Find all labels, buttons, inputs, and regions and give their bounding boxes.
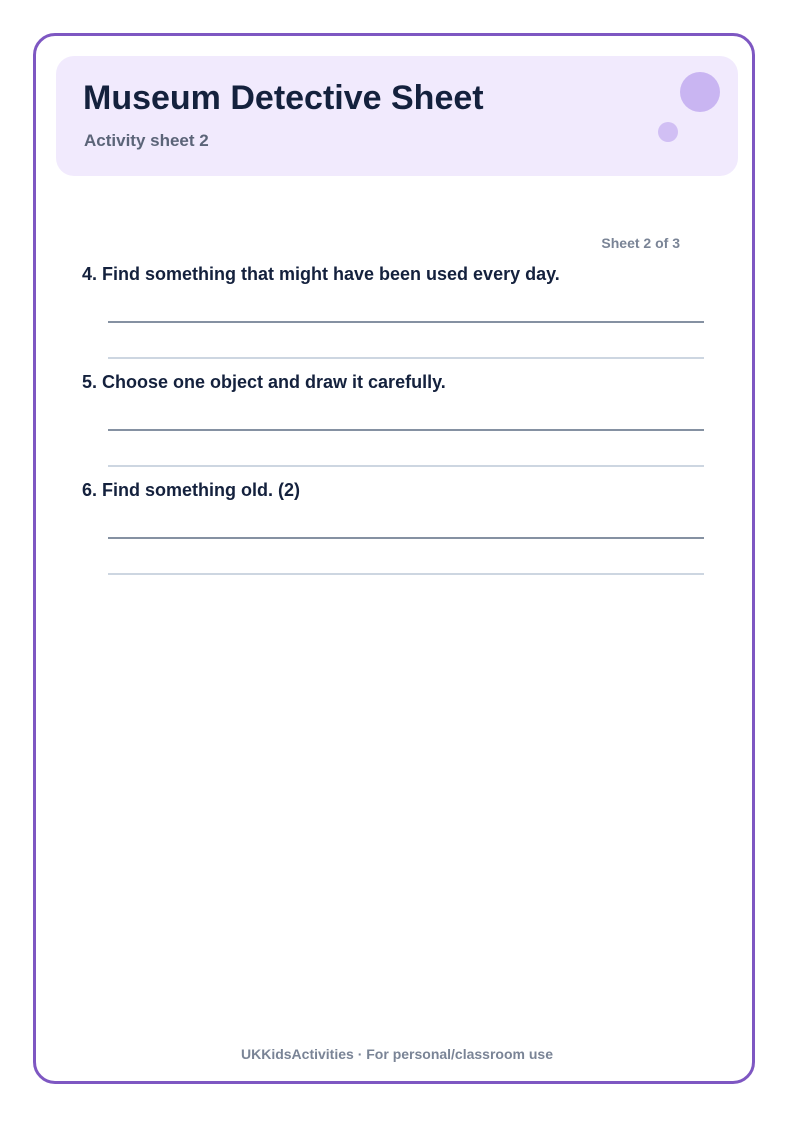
footer-text: UKKidsActivities · For personal/classroom use: [241, 1046, 553, 1062]
page-subtitle: Activity sheet 2: [84, 131, 209, 150]
sheet-indicator: Sheet 2 of 3: [601, 235, 680, 251]
answer-line[interactable]: [108, 357, 704, 359]
decorative-circle-large: [680, 72, 720, 112]
page-frame: [33, 33, 755, 1084]
question-6: 6. Find something old. (2): [82, 480, 300, 500]
answer-line[interactable]: [108, 573, 704, 575]
answer-line[interactable]: [108, 321, 704, 323]
answer-line[interactable]: [108, 537, 704, 539]
question-4: 4. Find something that might have been used every day.: [82, 264, 560, 284]
decorative-circle-small: [658, 122, 678, 142]
page-title: Museum Detective Sheet: [83, 79, 484, 117]
answer-line[interactable]: [108, 429, 704, 431]
answer-line[interactable]: [108, 465, 704, 467]
question-5: 5. Choose one object and draw it carefully.: [82, 372, 446, 392]
